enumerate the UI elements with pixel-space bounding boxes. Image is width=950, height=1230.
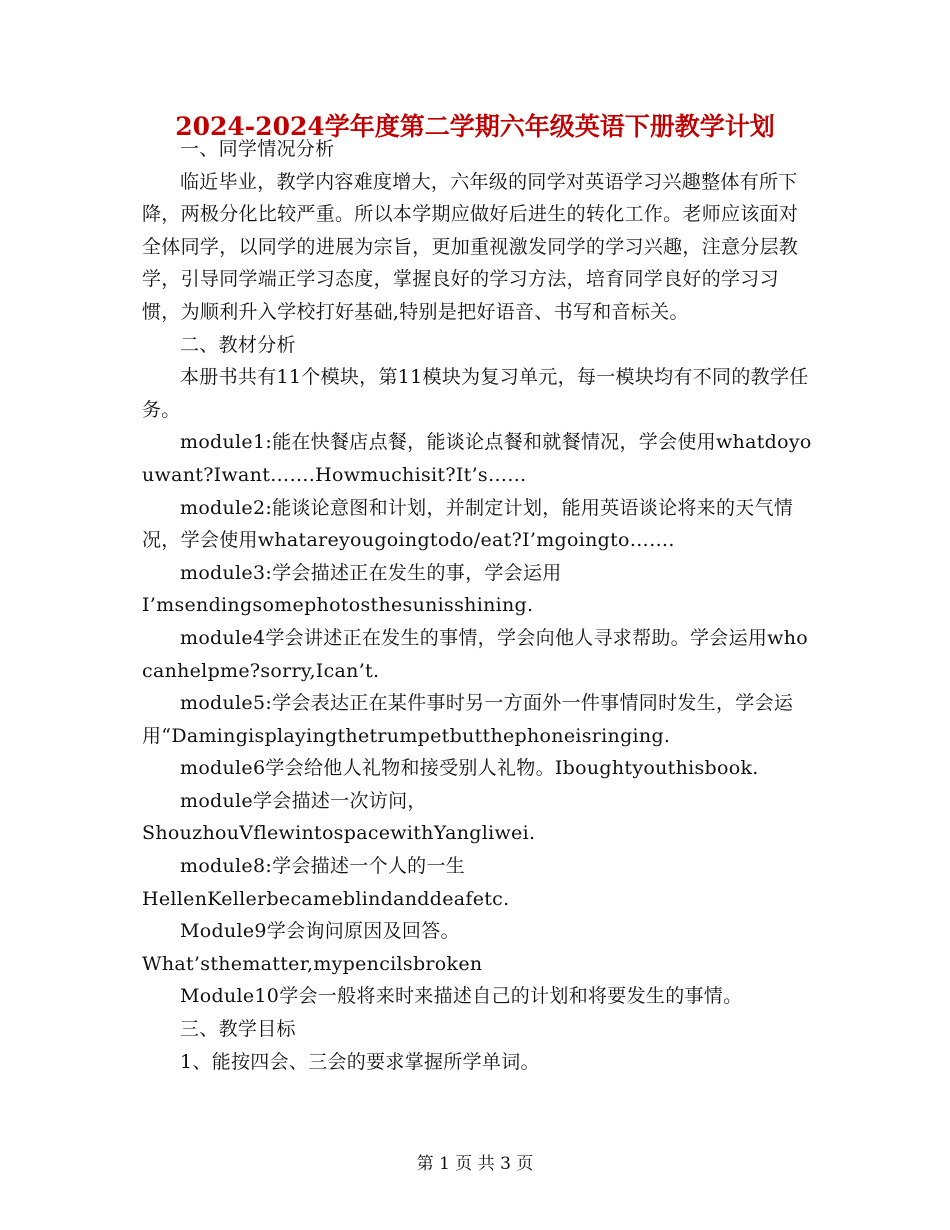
document-title: 2024-2024学年度第二学期六年级英语下册教学计划 — [175, 112, 775, 141]
section-heading-teaching-goals: 三、教学目标 — [180, 1018, 296, 1041]
section-heading-textbook-analysis: 二、教材分析 — [180, 333, 296, 356]
paragraph-module7-example: ShouzhouVflewintospacewithYangliwei. — [142, 822, 536, 845]
paragraph-module3: module3:学会描述正在发生的事，学会运用 — [180, 561, 562, 584]
document-body — [142, 133, 814, 1078]
paragraph-module4: module4学会讲述正在发生的事情，学会向他人寻求帮助。学会运用whocanhelpme?sorry,Ican’t. — [142, 626, 809, 682]
paragraph-module1: module1:能在快餐店点餐，能谈论点餐和就餐情况，学会使用whatdoyouwant?Iwant…….Howmuchisit?It’s…… — [142, 431, 812, 486]
paragraph-module6: module6学会给他人礼物和接受别人礼物。Iboughtyouthisbook. — [180, 757, 759, 780]
paragraph-student-analysis: 临近毕业，教学内容难度增大，六年级的同学对英语学习兴趣整体有所下降，两极分化比较严重。所以本学期应做好后进生的转化工作。老师应该面对全体同学，以同学的进展为宗旨，更加重视激发同学的学习兴趣，注意分层教学，引导同学端正学习态度，掌握良好的学习方法，培育同学良好的学习习惯，为顺利升入学校打好基础,特别是把好语音、书写和音标关。 — [142, 170, 799, 323]
paragraph-module3-example: I’msendingsomephotosthesunisshining. — [142, 594, 534, 617]
paragraph-module7: module学会描述一次访问， — [180, 789, 427, 812]
section-heading-student-analysis: 一、同学情况分析 — [180, 138, 335, 160]
paragraph-module9-example: What’sthematter,mypencilsbroken — [142, 952, 483, 975]
paragraph-textbook-overview: 本册书共有11个模块，第11模块为复习单元，每一模块均有不同的教学任务。 — [142, 366, 809, 421]
paragraph-module8: module8:学会描述一个人的一生 — [180, 855, 466, 878]
paragraph-module9: Module9学会询问原因及回答。 — [180, 920, 460, 943]
paragraph-module8-example: HellenKellerbecameblindanddeafetc. — [142, 887, 510, 910]
paragraph-module2: module2:能谈论意图和计划，并制定计划，能用英语谈论将来的天气情况，学会使用whatareyougoingtodo/eat?I’mgoingto……. — [142, 496, 794, 552]
paragraph-goal-1: 1、能按四会、三会的要求掌握所学单词。 — [180, 1050, 540, 1073]
paragraph-module5: module5:学会表达正在某件事时另一方面外一件事情同时发生，学会运用“Damingisplayingthetrumpetbutthephoneisringing. — [142, 692, 794, 747]
paragraph-module10: Module10学会一般将来时来描述自己的计划和将要发生的事情。 — [180, 985, 743, 1008]
page-number-footer: 第 1 页 共 3 页 — [416, 1154, 534, 1174]
